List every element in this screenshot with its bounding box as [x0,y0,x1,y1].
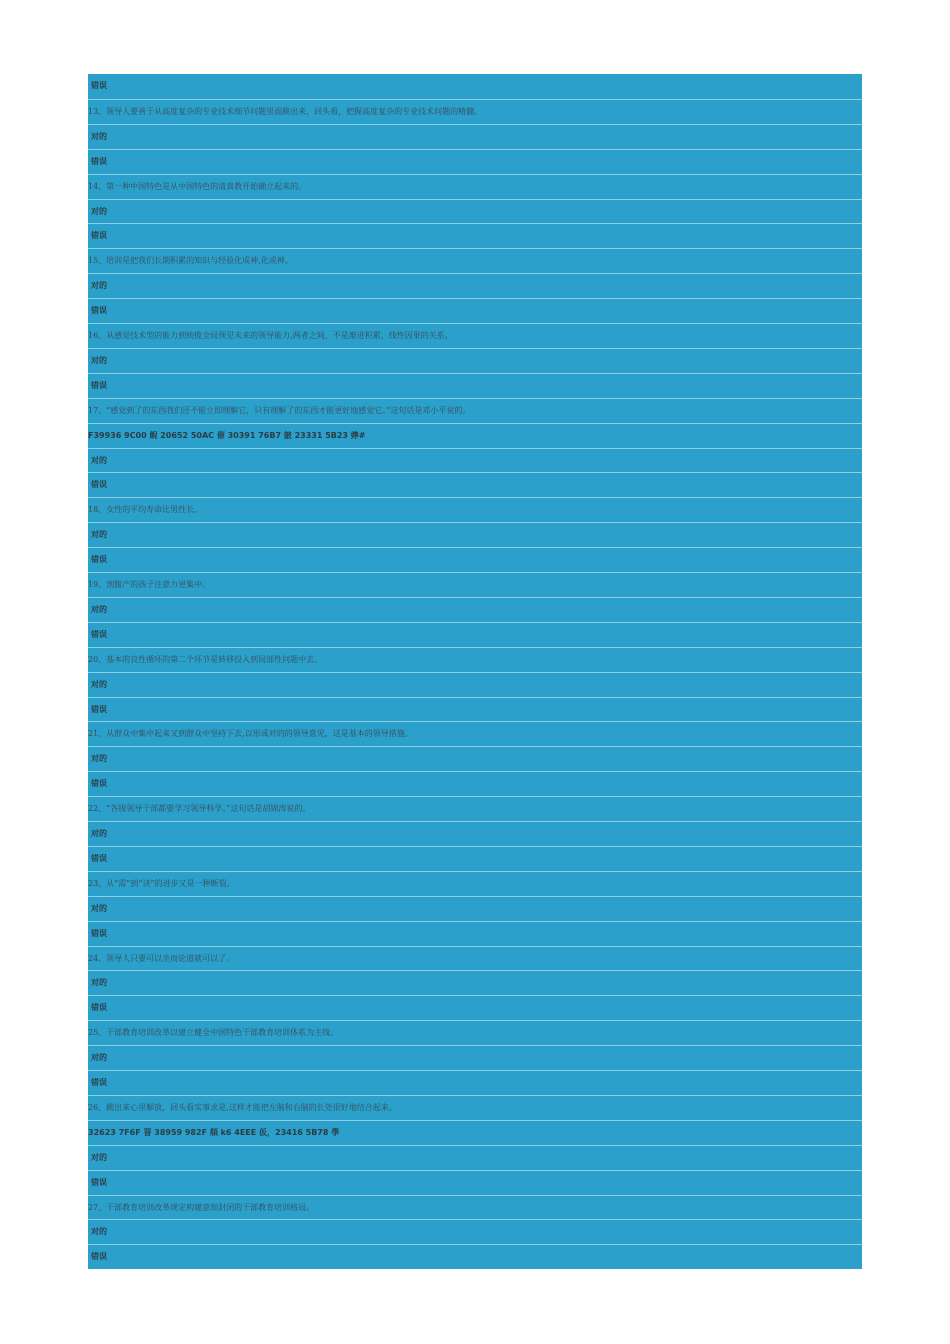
option-false[interactable]: 错误 [88,697,862,722]
question-text: 27、干部教育培训改革规定构建意加封闭的干部教育培训格局。 [88,1195,862,1220]
option-false[interactable]: 错误 [88,846,862,871]
option-true[interactable]: 对的 [88,672,862,697]
question-text: 21、从群众中集中起来又到群众中坚持下去,以形成对的的领导意见，这是基本的领导措施。 [88,721,862,746]
option-true[interactable]: 对的 [88,1045,862,1070]
option-false[interactable]: 错误 [88,223,862,248]
question-text: 22、“各级领导干部都要学习领导科学。”这句话是胡锦涛说的。 [88,796,862,821]
option-true[interactable]: 对的 [88,970,862,995]
option-true[interactable]: 对的 [88,1145,862,1170]
question-text: 13、领导人要善于从高度复杂的专业技术细节问题里面跳出来，回头看，把握高度复杂的专业技术问题的精髓。 [88,99,862,124]
question-text: 19、剖腹产的孩子注意力更集中。 [88,572,862,597]
question-text: 24、领导人只要可以坐而论道就可以了。 [88,946,862,971]
option-false[interactable]: 错误 [88,149,862,174]
option-false[interactable]: 错误 [88,547,862,572]
option-false[interactable]: 错误 [88,1070,862,1095]
option-false[interactable]: 错误 [88,622,862,647]
option-true[interactable]: 对的 [88,199,862,224]
question-text: 17、“感觉到了的东西我们还不能立即理解它，只有理解了的东西才能更好地感觉它。”这句话是邓小平说的。 [88,398,862,423]
quiz-sheet [88,74,862,1269]
encoded-text: 32623 7F6F 罯 38959 982F 頯 k6 4EEE 仮，23416 5B78 學 [88,1120,862,1145]
option-true[interactable]: 对的 [88,821,862,846]
encoded-text: F39936 9C00 鲵 20652 50AC 催 30391 76B7 皷 23331 5B23 嬣# [88,423,862,448]
option-true[interactable]: 对的 [88,273,862,298]
question-text: 16、从感觉技术型的能力到统揽全局预见未来的领导能力,两者之间，不是渐进积累、线性因果的关系。 [88,323,862,348]
option-true[interactable]: 对的 [88,1219,862,1244]
option-true[interactable]: 对的 [88,124,862,149]
option-false[interactable]: 错误 [88,921,862,946]
option-false[interactable]: 错误 [91,81,107,90]
question-text: 25、干部教育培训改革以建立健全中国特色干部教育培训体系为主线。 [88,1020,862,1045]
question-text: 20、基本的良性循环的第二个环节是转移投入到局部性问题中去。 [88,647,862,672]
question-text: 15、培训是把我们长期积累的知识与经验化成神,化成神。 [88,248,862,273]
option-false[interactable]: 错误 [88,1170,862,1195]
option-true[interactable]: 对的 [88,597,862,622]
question-text: 18、女性的平均寿命比男性长。 [88,497,862,522]
option-false[interactable]: 错误 [88,995,862,1020]
option-true[interactable]: 对的 [88,448,862,473]
question-text: 26、跳出来心里解放，回头看实事求是,这样才能把左脑和右脑的长处很好地结合起来。 [88,1095,862,1120]
option-false[interactable]: 错误 [88,298,862,323]
option-false[interactable]: 错误 [88,373,862,398]
option-false[interactable]: 错误 [88,771,862,796]
option-true[interactable]: 对的 [88,746,862,771]
option-true[interactable]: 对的 [88,522,862,547]
question-text: 14、第一种中国特色是从中国特色的清真教开始确立起来的。 [88,174,862,199]
question-text: 23、从“需”到“诀”的进步又是一种断裂。 [88,871,862,896]
option-true[interactable]: 对的 [88,348,862,373]
option-true[interactable]: 对的 [88,896,862,921]
option-false[interactable]: 错误 [88,472,862,497]
option-false[interactable]: 错误 [88,1244,862,1269]
